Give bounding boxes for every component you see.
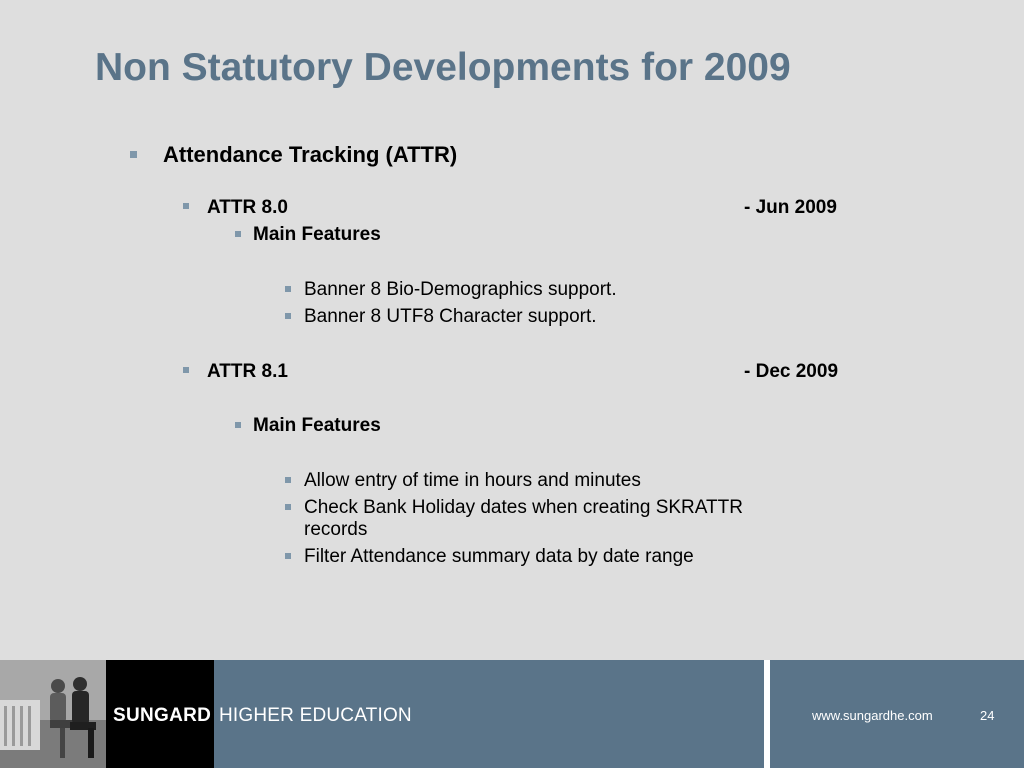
bullet-square-icon	[183, 367, 189, 373]
bullet-square-icon	[285, 286, 291, 292]
section-heading: Attendance Tracking (ATTR)	[163, 142, 458, 167]
brand-higher-education: HIGHER EDUCATION	[219, 705, 412, 726]
bullet-square-icon	[285, 313, 291, 319]
features-heading: Main Features	[253, 224, 381, 245]
footer-url: www.sungardhe.com	[812, 708, 933, 723]
feature-item: Check Bank Holiday dates when creating SKRATTR	[304, 497, 743, 518]
feature-item: Banner 8 UTF8 Character support.	[304, 306, 597, 327]
bullet-square-icon	[235, 422, 241, 428]
release-date: - Dec 2009	[744, 361, 839, 382]
feature-item-continuation: records	[304, 519, 368, 540]
bullet-square-icon	[285, 477, 291, 483]
features-heading: Main Features	[253, 415, 381, 436]
bullet-square-icon	[285, 504, 291, 510]
release-name: ATTR 8.0	[207, 197, 288, 218]
footer-photo	[0, 660, 106, 768]
bullet-square-icon	[235, 231, 241, 237]
people-sitting-image	[0, 660, 106, 768]
feature-item: Banner 8 Bio-Demographics support.	[304, 279, 617, 300]
slide-title: Non Statutory Developments for 2009	[95, 46, 791, 89]
feature-item: Filter Attendance summary data by date range	[304, 546, 694, 567]
feature-item: Allow entry of time in hours and minutes	[304, 470, 641, 491]
brand-logo-sungard: SUNGARD	[113, 705, 212, 726]
release-name: ATTR 8.1	[207, 361, 288, 382]
page-number: 24	[980, 708, 995, 723]
release-date: - Jun 2009	[744, 197, 837, 218]
bullet-square-icon	[130, 151, 137, 158]
bullet-square-icon	[285, 553, 291, 559]
bullet-square-icon	[183, 203, 189, 209]
footer	[0, 660, 1024, 768]
